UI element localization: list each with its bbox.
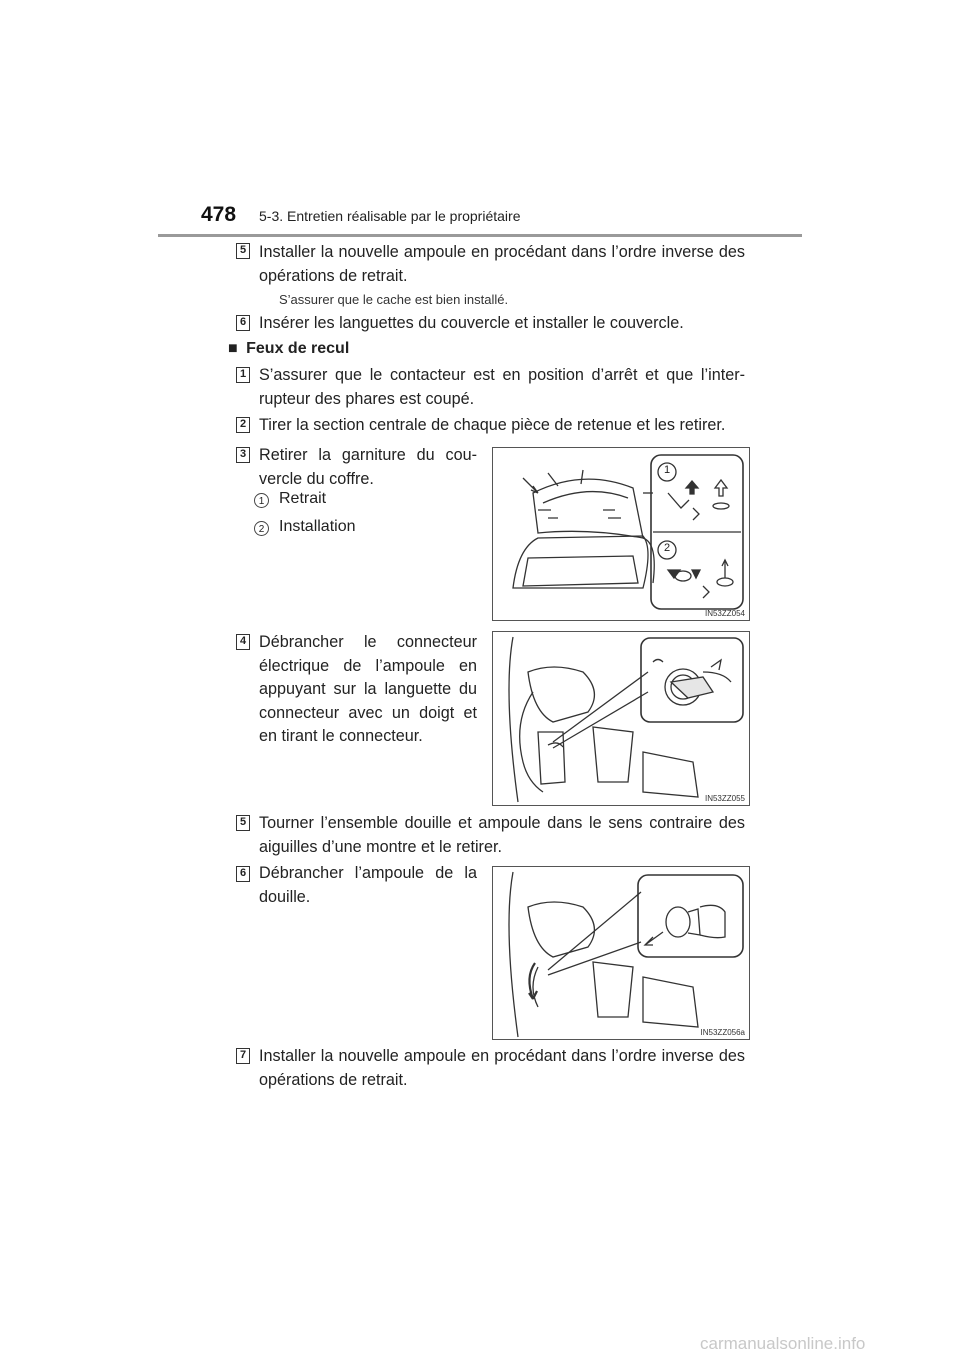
step-badge: 6 bbox=[236, 866, 250, 882]
sub-number: 2 bbox=[254, 521, 269, 536]
step-text: Tirer la section centrale de chaque pièce de retenue et les retirer. bbox=[259, 416, 726, 434]
step-text: S’assurer que le contacteur est en position d’arrêt et que l’inter-rupteur des phares est coupé. bbox=[259, 366, 745, 408]
step-text: Insérer les languettes du couvercle et installer le couvercle. bbox=[259, 314, 684, 332]
figure-code: IN53ZZ054 bbox=[704, 609, 745, 618]
page-number: 478 bbox=[201, 203, 237, 226]
callout-number: 2 bbox=[664, 542, 671, 554]
heading-title: Feux de recul bbox=[246, 340, 350, 357]
section-title: 5-3. Entretien réalisable par le propriétaire bbox=[259, 208, 521, 224]
sub-label: Installation bbox=[279, 518, 356, 535]
step-text: Installer la nouvelle ampoule en procédant dans l’ordre inverse des opérations de retrait. bbox=[259, 1047, 745, 1089]
step-text: Retirer la garniture du cou-vercle du coffre. bbox=[259, 446, 477, 488]
trunk-trim-figure bbox=[492, 447, 750, 621]
step-text: Tourner l’ensemble douille et ampoule dans le sens contraire des aiguilles d’une montre et le retirer. bbox=[259, 814, 745, 856]
step-badge: 5 bbox=[236, 243, 250, 259]
step-badge: 2 bbox=[236, 417, 250, 433]
bulb-socket-figure bbox=[492, 866, 750, 1040]
figure-code: IN53ZZ056a bbox=[700, 1028, 745, 1037]
figure-code: IN53ZZ055 bbox=[704, 794, 745, 803]
step-text: Installer la nouvelle ampoule en procédant dans l’ordre inverse des opérations de retrait. bbox=[259, 243, 745, 285]
header-rule bbox=[158, 234, 802, 237]
note-text: S’assurer que le cache est bien installé. bbox=[279, 292, 509, 307]
sub-label: Retrait bbox=[279, 490, 327, 507]
step-badge: 6 bbox=[236, 315, 250, 331]
step-badge: 5 bbox=[236, 815, 250, 831]
watermark: carmanualsonline.info bbox=[700, 1334, 866, 1353]
step-badge: 3 bbox=[236, 447, 250, 463]
step-badge: 7 bbox=[236, 1048, 250, 1064]
step-badge: 4 bbox=[236, 634, 250, 650]
step-text: Débrancher le connecteur électrique de l’ampoule en appuyant sur la languette du connecteur avec un doigt et en tirant le connecteur. bbox=[259, 633, 477, 745]
callout-number: 1 bbox=[664, 464, 671, 476]
section-heading bbox=[228, 340, 349, 358]
connector-figure bbox=[492, 631, 750, 806]
sub-number: 1 bbox=[254, 493, 269, 508]
step-text: Débrancher l’ampoule de la douille. bbox=[259, 864, 477, 906]
heading-bullet: ■ bbox=[228, 340, 238, 357]
step-badge: 1 bbox=[236, 367, 250, 383]
